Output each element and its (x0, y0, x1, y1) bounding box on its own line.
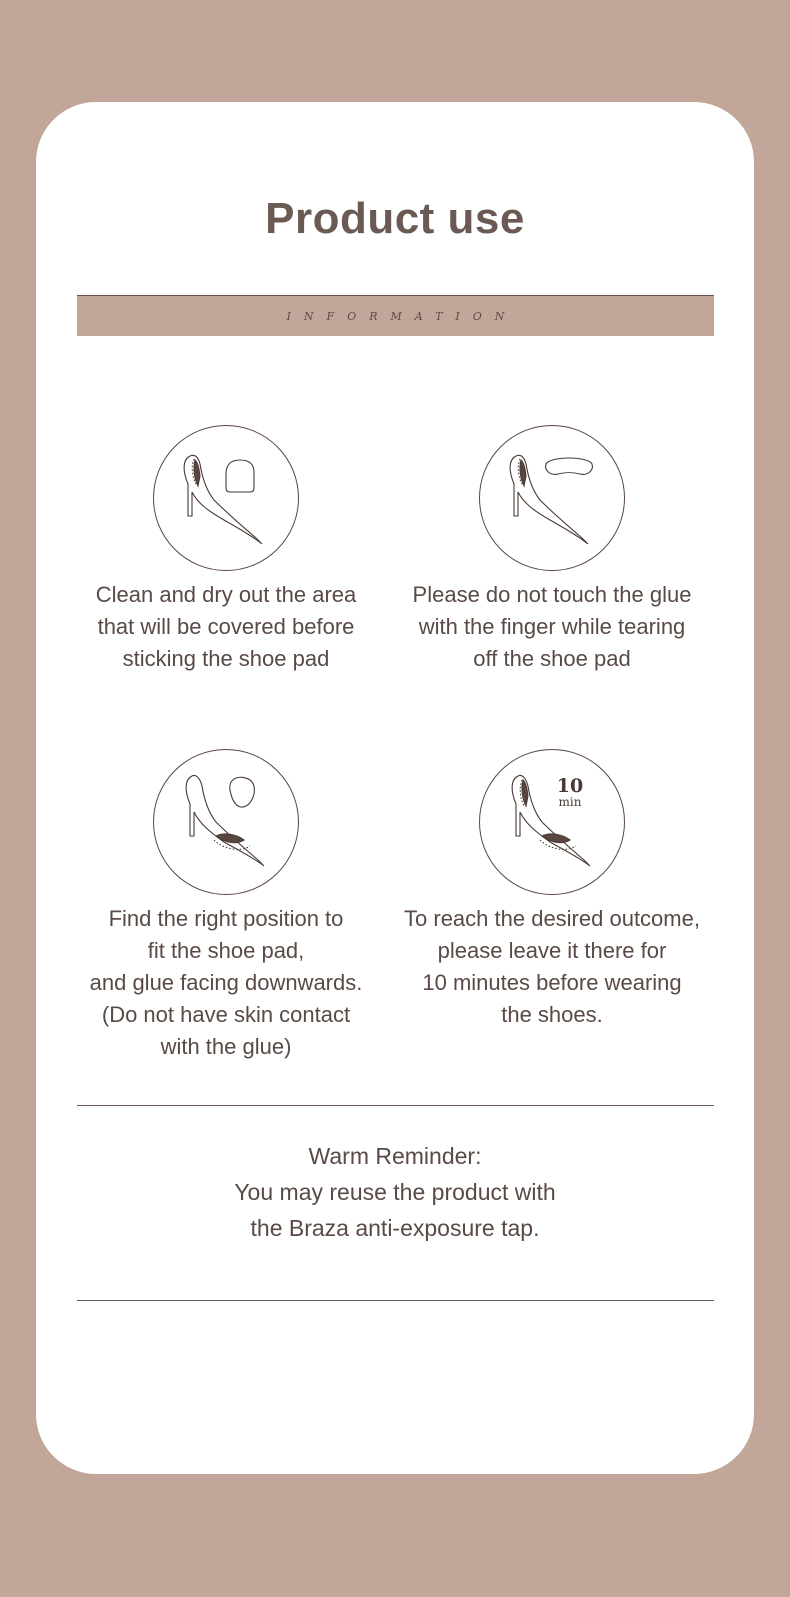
step-text (392, 579, 712, 675)
step-wait-ten-minutes (392, 749, 712, 1031)
shoe-with-oval-pad-icon (479, 425, 625, 571)
shoe-with-insole-pad-icon (153, 749, 299, 895)
reminder-line: You may reuse the product with (234, 1179, 556, 1205)
step-line: off the shoe pad (473, 646, 631, 671)
step-line: the shoes. (501, 1002, 603, 1027)
shoe-with-heel-pad-icon (153, 425, 299, 571)
ten-minutes-unit: min (558, 795, 582, 809)
step-line: Find the right position to (108, 906, 344, 931)
step-line: Please do not touch the glue (412, 582, 692, 607)
step-line: 10 minutes before wearing (422, 970, 682, 995)
product-use-card (36, 102, 754, 1474)
step-line: with the glue) (160, 1034, 292, 1059)
step-line: that will be covered before (97, 614, 355, 639)
step-line: please leave it there for (437, 938, 667, 963)
step-line: (Do not have skin contact (101, 1002, 351, 1027)
shoe-ten-minutes-icon (479, 749, 625, 895)
warm-reminder (36, 1138, 754, 1246)
step-text (66, 903, 386, 1063)
step-find-position (66, 749, 386, 1063)
step-line: To reach the desired outcome, (404, 906, 700, 931)
step-line: sticking the shoe pad (122, 646, 330, 671)
step-text (392, 903, 712, 1031)
step-text (66, 579, 386, 675)
divider-bottom (77, 1300, 714, 1301)
step-line: with the finger while tearing (418, 614, 686, 639)
step-do-not-touch-glue (392, 425, 712, 675)
reminder-line: the Braza anti-exposure tap. (250, 1215, 540, 1241)
page-title: Product use (265, 194, 525, 243)
step-line: and glue facing downwards. (89, 970, 363, 995)
reminder-heading: Warm Reminder: (308, 1143, 482, 1169)
information-label: INFORMATION (286, 309, 518, 323)
step-line: Clean and dry out the area (95, 582, 357, 607)
divider-top (77, 1105, 714, 1106)
information-banner (77, 295, 714, 336)
ten-minutes-number: 10 (556, 775, 584, 797)
step-clean-area (66, 425, 386, 675)
step-line: fit the shoe pad, (147, 938, 305, 963)
